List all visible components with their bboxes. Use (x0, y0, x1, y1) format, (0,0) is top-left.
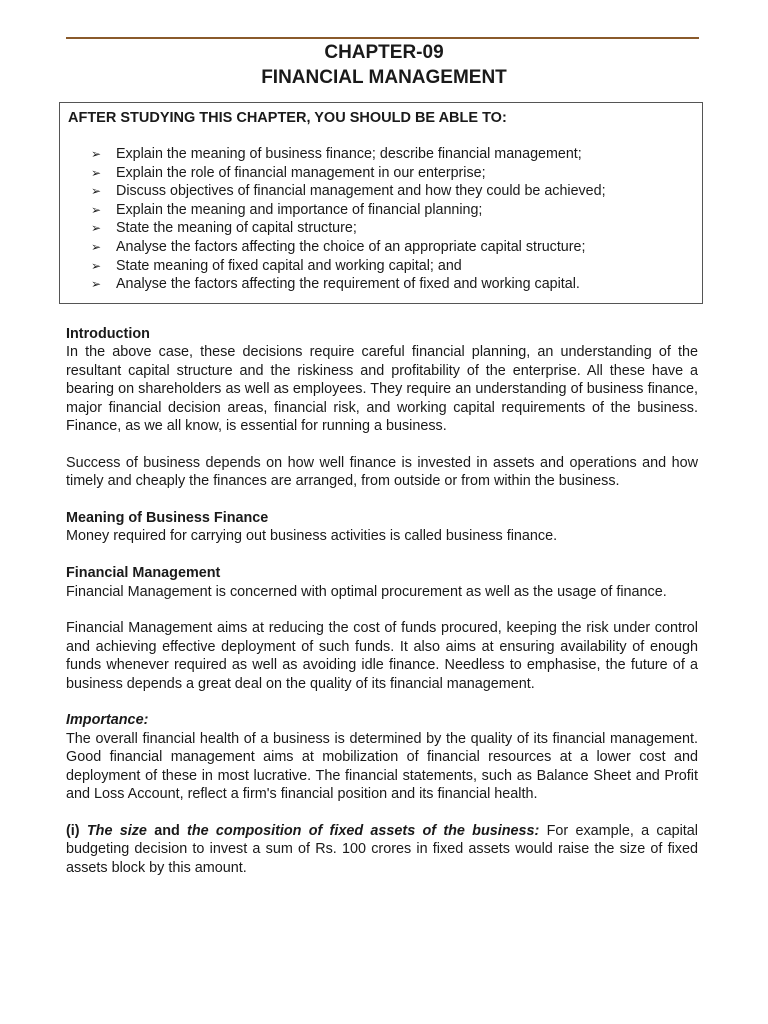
financial-management-heading: Financial Management (66, 565, 221, 582)
financial-management-paragraph: Financial Management aims at reducing the cost of funds procured, keeping the risk under control and achieving effective deployment of such funds. It also aims at ensuring availability of enough funds whenever required as well as avoiding idle finance. Needless to emphasise, the future of a business depends a great deal on the quality of its financial management. (66, 620, 698, 692)
introduction-heading: Introduction (66, 326, 150, 342)
point-number: (i) (66, 822, 80, 839)
paragraph-spacer (66, 601, 698, 619)
business-finance-definition: Money required for carrying out business activities is called business finance. (66, 528, 558, 545)
paragraph-spacer (66, 803, 698, 821)
arrow-bullet-icon: ➢ (91, 258, 102, 273)
paragraph-spacer (66, 546, 698, 564)
arrow-bullet-icon: ➢ (91, 239, 102, 254)
point-italic-a: The size (86, 822, 147, 839)
importance-heading: Importance: (66, 712, 149, 729)
objective-text: Analyse the factors affecting the requirement of fixed and working capital. (116, 276, 580, 293)
importance-paragraph: The overall financial health of a business is determined by the quality of its financial management. Good financial management aims at mobilization of financial resources at a lower cost and deployment of these in most lucrative. The financial statements, such as Balance Sheet and Profit and Loss Account, reflect a firm's financial position and its financial health. (66, 730, 698, 803)
objectives-heading: AFTER STUDYING THIS CHAPTER, YOU SHOULD BE ABLE TO: (68, 110, 507, 126)
learning-objectives-box (59, 102, 703, 304)
business-finance-heading: Meaning of Business Finance (66, 510, 269, 527)
objective-text: Explain the role of financial management in our enterprise; (116, 164, 486, 181)
financial-management-paragraph: Financial Management is concerned with optimal procurement as well as the usage of finance. (66, 583, 667, 600)
arrow-bullet-icon: ➢ (91, 147, 102, 161)
introduction-paragraph: Success of business depends on how well finance is invested in assets and operations and how timely and cheaply the finances are arranged, from outside or from within the business. (66, 454, 698, 490)
objective-text: State the meaning of capital structure; (116, 220, 357, 237)
paragraph-spacer (66, 435, 698, 453)
point-italic-b: the composition of fixed assets of the business: (187, 822, 540, 839)
point-i-paragraph (66, 822, 698, 877)
arrow-bullet-icon: ➢ (91, 184, 102, 199)
introduction-paragraph: In the above case, these decisions require careful financial planning, an understanding of the resultant capital structure and the riskiness and profitability of the enterprise. All these have a bearing on shareholders as well as employees. They require an understanding of business finance, major financial decision areas, financial risk, and working capital requirements of the business. Finance, as we all know, is essential for running a business. (66, 344, 698, 435)
chapter-title: FINANCIAL MANAGEMENT (261, 67, 507, 88)
objective-text: Discuss objectives of financial management and how they could be achieved; (116, 183, 606, 200)
arrow-bullet-icon: ➢ (91, 277, 102, 292)
paragraph-spacer (66, 491, 698, 509)
objective-text: Explain the meaning and importance of financial planning; (116, 201, 483, 218)
arrow-bullet-icon: ➢ (91, 202, 102, 217)
objective-text: Explain the meaning of business finance; describe financial management; (116, 146, 582, 162)
chapter-body (66, 325, 698, 877)
point-joiner: and (154, 822, 180, 839)
arrow-bullet-icon: ➢ (91, 221, 102, 236)
objective-text: State meaning of fixed capital and working capital; and (116, 257, 462, 274)
chapter-number: CHAPTER-09 (324, 42, 444, 63)
objective-text: Analyse the factors affecting the choice of an appropriate capital structure; (116, 238, 586, 255)
paragraph-spacer (66, 693, 698, 711)
point-text: For example, a capital budgeting decision to invest a sum of Rs. 100 crores in fixed assets would raise the size of fixed assets block by this amount. (66, 822, 698, 876)
arrow-bullet-icon: ➢ (91, 165, 102, 180)
